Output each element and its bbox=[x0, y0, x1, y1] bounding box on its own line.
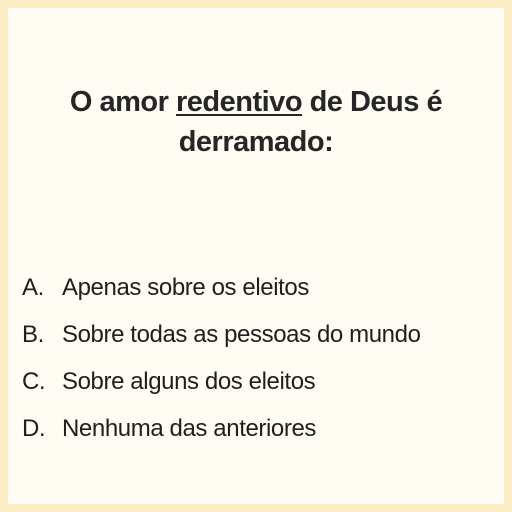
option-text: Sobre alguns dos eleitos bbox=[62, 367, 316, 395]
answer-option-a[interactable] bbox=[22, 264, 492, 311]
option-text: Apenas sobre os eleitos bbox=[62, 273, 309, 301]
question-text bbox=[28, 82, 484, 162]
question-text-start: O amor bbox=[69, 86, 176, 118]
question-text-end: de Deus é derramado: bbox=[178, 86, 443, 158]
option-text: Nenhuma das anteriores bbox=[62, 414, 317, 442]
option-letter: A. bbox=[22, 273, 44, 301]
answer-option-d[interactable] bbox=[22, 405, 492, 452]
option-letter: B. bbox=[22, 320, 44, 348]
option-text: Sobre todas as pessoas do mundo bbox=[62, 320, 421, 348]
answer-options-list bbox=[22, 264, 492, 452]
option-letter: D. bbox=[22, 414, 46, 442]
question-highlight-word: redentivo bbox=[176, 86, 303, 118]
answer-option-b[interactable] bbox=[22, 311, 492, 358]
option-letter: C. bbox=[22, 367, 46, 395]
answer-option-c[interactable] bbox=[22, 358, 492, 405]
